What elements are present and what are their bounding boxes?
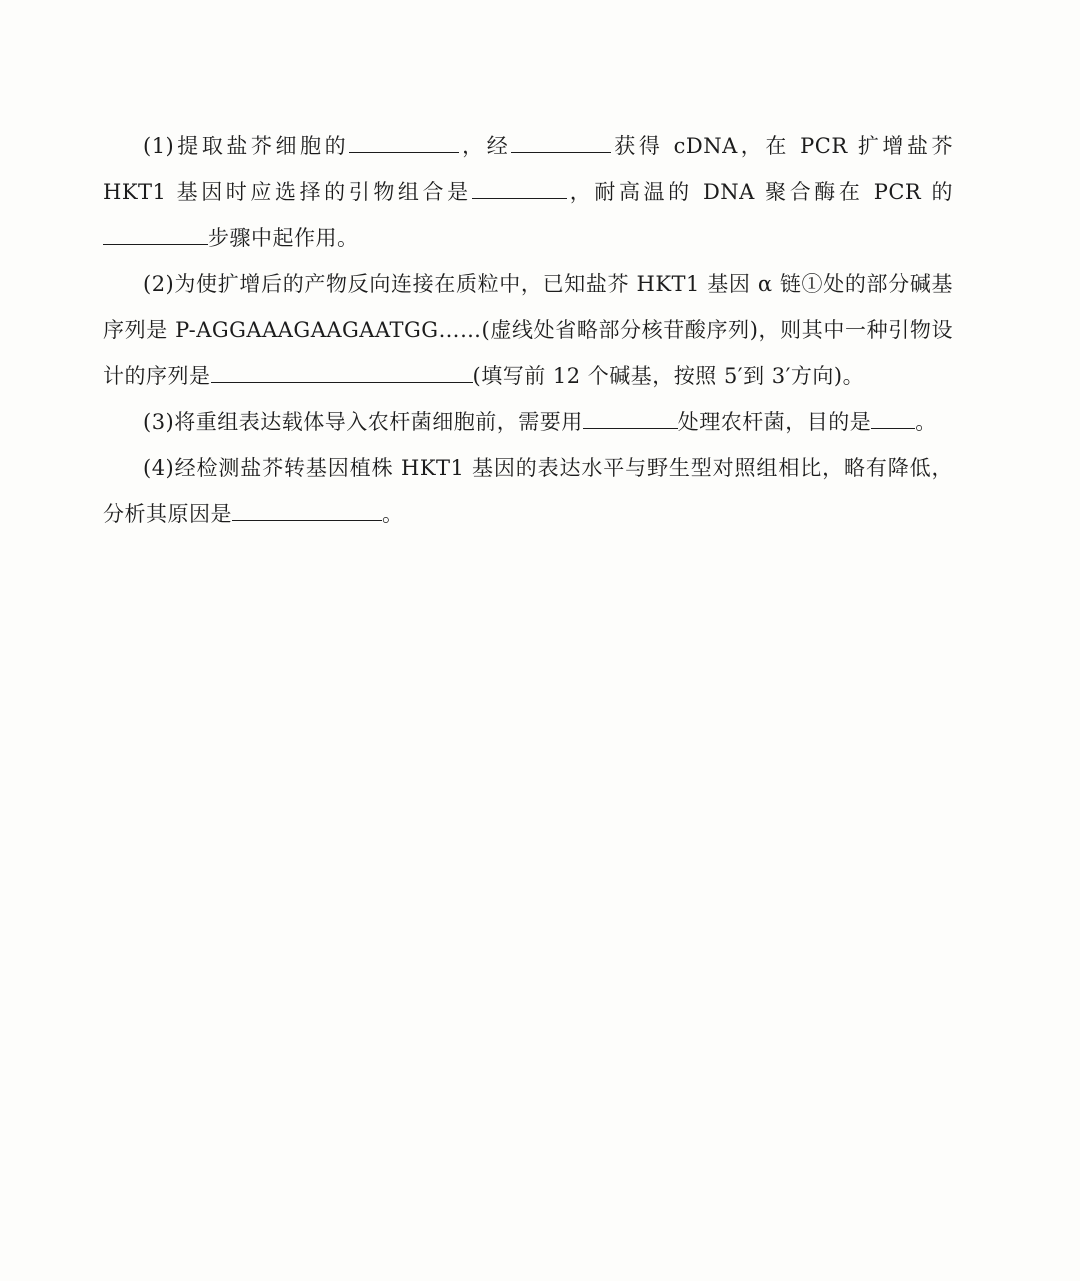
question-2 [103, 261, 953, 399]
question-3-text-2: 处理农杆菌，目的是 [677, 410, 872, 434]
question-1-text-2: ，经 [459, 134, 512, 158]
answer-blank-1-1[interactable] [349, 128, 459, 153]
answer-blank-1-3[interactable] [472, 174, 567, 199]
question-3-text-1: (3)将重组表达载体导入农杆菌细胞前，需要用 [143, 410, 583, 434]
answer-blank-1-2[interactable] [511, 128, 611, 153]
question-1 [103, 123, 953, 261]
answer-blank-3-2[interactable] [871, 404, 915, 429]
question-3 [103, 399, 953, 445]
question-1-text-4: ，耐高温的 DNA 聚合酶在 PCR 的 [566, 180, 953, 204]
question-1-text-3: 获得 cDNA，在 PCR 扩增盐芥 HKT1 基因时应选择的引物组合是 [103, 134, 953, 204]
question-4 [103, 445, 953, 537]
answer-blank-3-1[interactable] [583, 404, 678, 429]
answer-blank-4-1[interactable] [232, 496, 382, 521]
question-2-text-2: (填写前 12 个碱基，按照 5′到 3′方向)。 [472, 364, 865, 388]
question-list [103, 123, 953, 537]
question-1-text-5: 步骤中起作用。 [208, 226, 359, 250]
answer-blank-1-4[interactable] [103, 220, 208, 245]
question-4-text-1: (4)经检测盐芥转基因植株 HKT1 基因的表达水平与野生型对照组相比，略有降低，分析其原因是 [103, 456, 953, 526]
question-2-text-1: (2)为使扩增后的产物反向连接在质粒中，已知盐芥 HKT1 基因 α 链①处的部分碱基序列是 P-AGGAAAGAAGAATGG……(虚线处省略部分核苷酸序列)，则其中一种引物设计的序列是 [103, 272, 953, 388]
question-3-text-3: 。 [915, 410, 937, 434]
answer-blank-2-1[interactable] [211, 358, 473, 383]
question-1-text-1: (1)提取盐芥细胞的 [143, 134, 350, 158]
question-4-text-2: 。 [382, 502, 404, 526]
